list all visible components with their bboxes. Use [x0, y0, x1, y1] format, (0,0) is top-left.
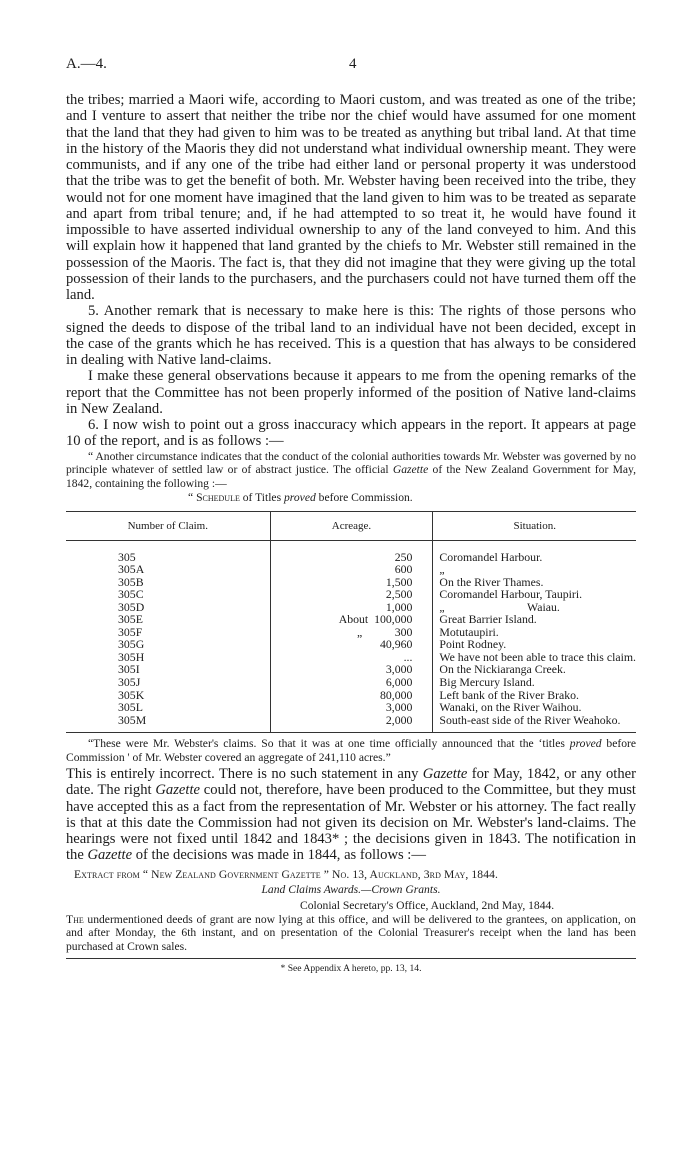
claim-number-cell: 305I: [118, 662, 140, 677]
situation-cell: On the River Thames.: [439, 574, 544, 589]
paragraph-7-container: [66, 766, 636, 864]
table-header-row: [66, 511, 636, 540]
situation-cell: „: [439, 562, 445, 577]
paragraph-7: This is entirely incorrect. There is no such statement in any Gazette for May, 1842, or any other date. The right Gazette could not, therefore, have been produced to the Committee, but they must have accepted this as a fact from the representation of Mr. Webster or his attorney. The fact really is that at this date the Commission had not given its decision on Mr. Webster's land-claims. The hearings were not fixed until 1842 and 1843* ; the decisions given in 1843. The notification in the Gazette of the decisions was made in 1844, as follows :—: [66, 766, 636, 864]
claim-number-cell: 305D: [118, 599, 145, 614]
claim-number-cell: 305J: [118, 674, 141, 689]
situation-cell: Coromandel Harbour.: [439, 549, 543, 564]
running-header: [66, 56, 636, 78]
table-row: [66, 588, 636, 601]
situation-cell: Great Barrier Island.: [439, 612, 537, 627]
acreage-cell: 2,500: [270, 588, 433, 601]
document-page: [66, 56, 636, 974]
acreage-cell: ...: [270, 651, 433, 664]
acreage-cell: 600: [270, 563, 433, 576]
claim-number-cell: 305L: [118, 700, 143, 715]
acreage-cell: 80,000: [270, 689, 433, 702]
situation-cell: Motutaupiri.: [439, 624, 499, 639]
paragraph-4: 6. I now wish to point out a gross inaccuracy which appears in the report. It appears at page 10 of the report, and is as follows :—: [66, 417, 636, 450]
header-acreage: Acreage.: [270, 511, 433, 540]
acreage-cell: 1,000: [270, 601, 433, 614]
situation-cell: Coromandel Harbour, Taupiri.: [439, 587, 583, 602]
table-row: [66, 540, 636, 563]
table-row: [66, 563, 636, 576]
table-bottom-rule: [66, 732, 636, 733]
situation-cell: Left bank of the River Brako.: [439, 687, 579, 702]
land-claims-awards-heading: Land Claims Awards.—Crown Grants.: [261, 882, 441, 896]
claim-number-cell: 305K: [118, 687, 145, 702]
paragraph-2: 5. Another remark that is necessary to make here is this: The rights of those persons who signed the deeds to dispose of the tribal land to an individual have not been decided, except in the case of the grants which he has received. This is a question that has always to be considered in dealing with Native land-claims.: [66, 303, 636, 368]
situation-cell: Wanaki, on the River Waihou.: [439, 700, 582, 715]
quoted-report: [66, 450, 636, 505]
acreage-cell: 6,000: [270, 676, 433, 689]
table-body: [66, 540, 636, 732]
acreage-cell: 250: [270, 540, 433, 563]
paragraph-1: the tribes; married a Maori wife, according to Maori custom, and was treated as one of the tribe; and I venture to assert that neither the tribe nor the chief would have assumed for one moment that the land that they had given to him was to be treated as anything but tribal land. At that time in the history of the Maoris they did not understand what individual ownership meant. They were communists, and if any one of the tribe had either land or personal property it was understood that the tribe was to get the benefit of both. Mr. Webster having been received into the tribe, they would not for one moment have imagined that the land given to him was to be treated as separate and apart from tribal tenure; and, if he had attempted to so treat it, he would have found it impossible to have asserted individual ownership to any of the land conveyed to him. And this will explain how it happened that land granted by the chiefs to Mr. Webster still remained in the possession of the Maoris. The fact is, that they did not imagine that they were giving up the total possession of their lands to the purchasers, and the purchasers could not have turned them off the land.: [66, 92, 636, 303]
acreage-cell: 3,000: [270, 663, 433, 676]
claim-number-cell: 305M: [118, 712, 147, 727]
claim-number-cell: 305G: [118, 637, 145, 652]
acreage-cell: 40,960: [270, 638, 433, 651]
situation-cell: We have not been able to trace this claim.: [439, 649, 636, 664]
table-row: [66, 663, 636, 676]
page-number: 4: [349, 56, 357, 72]
claim-number-cell: 305F: [118, 624, 143, 639]
claim-number-cell: 305B: [118, 574, 144, 589]
table-row: [66, 676, 636, 689]
document-reference: A.—4.: [66, 56, 107, 72]
schedule-heading: “ Schedule of Titles proved before Commission.: [188, 491, 413, 504]
table-row: [66, 613, 636, 626]
situation-cell: Big Mercury Island.: [439, 674, 535, 689]
office-dateline: Colonial Secretary's Office, Auckland, 2nd May, 1844.: [300, 898, 555, 912]
situation-cell: On the Nickiaranga Creek.: [439, 662, 566, 677]
grant-notice: The undermentioned deeds of grant are now lying at this office, and will be delivered to the grantees, on application, on and after Monday, the 6th instant, and on presentation of the Colonial Treasurer's receipt when the land has been purchased at Crown sales.: [66, 912, 636, 953]
gazette-extract-heading: Extract from “ New Zealand Government Gazette ” No. 13, Auckland, 3rd May, 1844.: [74, 867, 498, 881]
table-row: [66, 638, 636, 651]
main-text: [66, 92, 636, 450]
acreage-cell: About 100,000: [270, 613, 433, 626]
situation-cell: „ Waiau.: [439, 599, 560, 614]
paragraph-3: I make these general observations because it appears to me from the opening remarks of the report that the Committee has not been properly informed of the position of Native land-claims in New Zealand.: [66, 368, 636, 417]
claim-number-cell: 305C: [118, 587, 144, 602]
situation-cell: Point Rodney.: [439, 637, 507, 652]
claim-number-cell: 305E: [118, 612, 143, 627]
header-claim-number: Number of Claim.: [66, 511, 270, 540]
table-row: [66, 714, 636, 733]
acreage-cell: 2,000: [270, 714, 433, 733]
claim-number-cell: 305A: [118, 562, 145, 577]
header-situation: Situation.: [433, 511, 636, 540]
quote-conclusion: “These were Mr. Webster's claims. So that it was at one time officially announced that the ‘titles proved before Commission ' of Mr. Webster covered an aggregate of 241,110 acres.”: [66, 737, 636, 764]
situation-cell: South-east side of the River Weahoko.: [439, 712, 621, 727]
claims-schedule-table: [66, 511, 636, 733]
acreage-cell: 3,000: [270, 701, 433, 714]
quote-intro: “ Another circumstance indicates that the conduct of the colonial authorities towards Mr. Webster was governed by no principle whatever of settled law or of abstract justice. The official Gazette of the New Zealand Government for May, 1842, containing the following :—: [66, 449, 636, 490]
acreage-cell: „ 300: [270, 626, 433, 639]
footnote: * See Appendix A hereto, pp. 13, 14.: [66, 958, 636, 974]
claim-number-cell: 305: [118, 549, 136, 564]
table-row: [66, 701, 636, 714]
claim-number-cell: 305H: [118, 649, 145, 664]
acreage-cell: 1,500: [270, 576, 433, 589]
table-row: [66, 626, 636, 639]
